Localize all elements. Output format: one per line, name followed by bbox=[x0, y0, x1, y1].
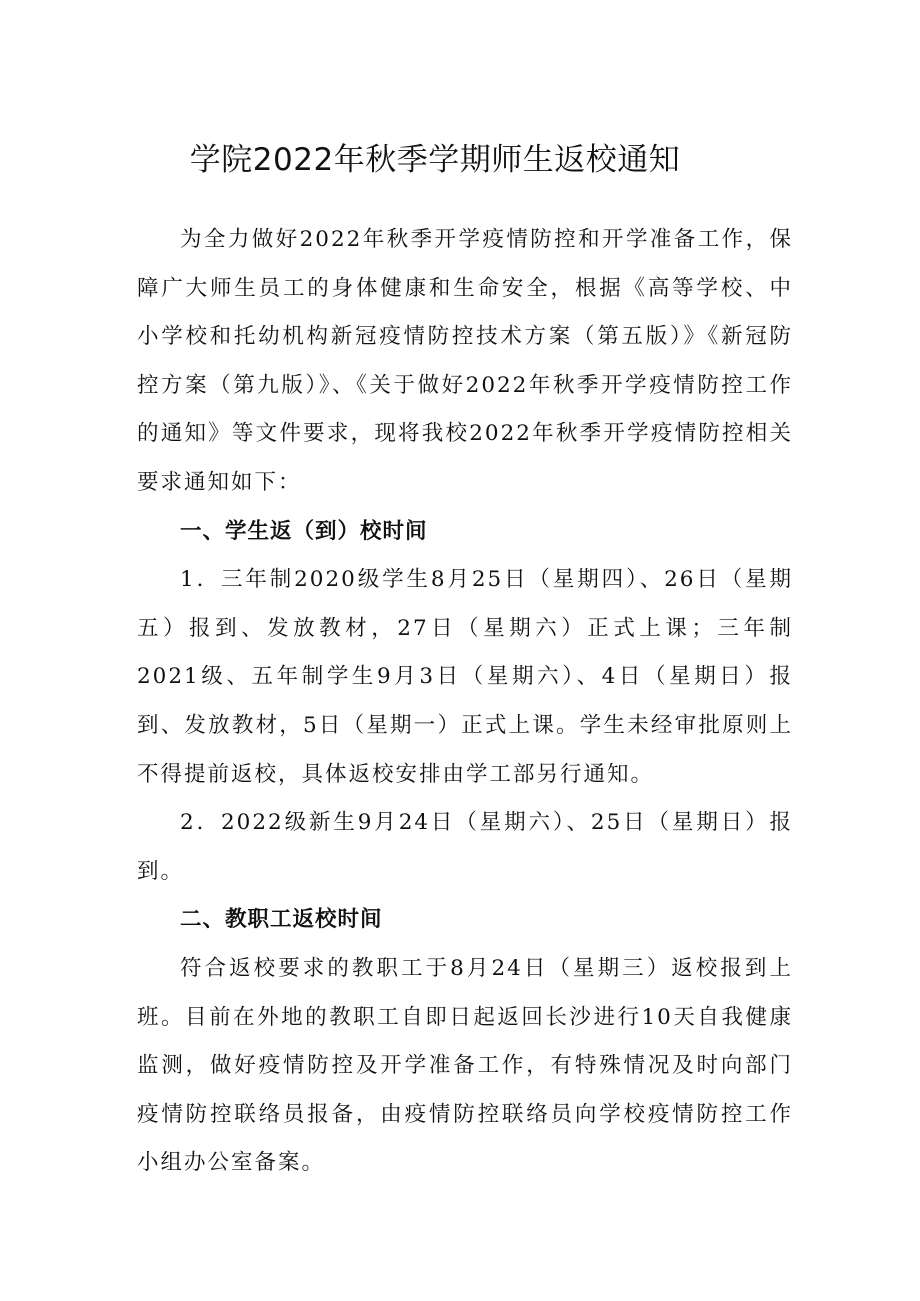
document-title: 学院2022年秋季学期师生返校通知 bbox=[189, 142, 681, 178]
staff-return-paragraph-1: 符合返校要求的教职工于8月24日（星期三）返校报到上班。目前在外地的教职工自即日起返回长沙进行10天自我健康监测，做好疫情防控及开学准备工作，有特殊情况及时向部门疫情防控联络员报备，由疫情防控联络员向学校疫情防控工作小组办公室备案。 bbox=[137, 955, 793, 1176]
document-body bbox=[137, 216, 793, 1188]
section-heading-student-return: 一、学生返（到）校时间 bbox=[180, 518, 428, 544]
student-return-paragraph-1: 1．三年制2020级学生8月25日（星期四）、26日（星期五）报到、发放教材，27日（星期六）正式上课；三年制2021级、五年制学生9月3日（星期六）、4日（星期日）报到、发放教材，5日（星期一）正式上课。学生未经审批原则上不得提前返校，具体返校安排由学工部另行通知。 bbox=[137, 567, 793, 787]
section-heading-staff-return: 二、教职工返校时间 bbox=[180, 907, 383, 933]
intro-paragraph: 为全力做好2022年秋季开学疫情防控和开学准备工作，保障广大师生员工的身体健康和生命安全，根据《高等学校、中小学校和托幼机构新冠疫情防控技术方案（第五版）》《新冠防控方案（第九版）》、《关于做好2022年秋季开学疫情防控工作的通知》等文件要求，现将我校2022年秋季开学疫情防控相关要求通知如下： bbox=[137, 227, 793, 495]
student-return-paragraph-2: 2．2022级新生9月24日（星期六）、25日（星期日）报到。 bbox=[137, 810, 793, 884]
